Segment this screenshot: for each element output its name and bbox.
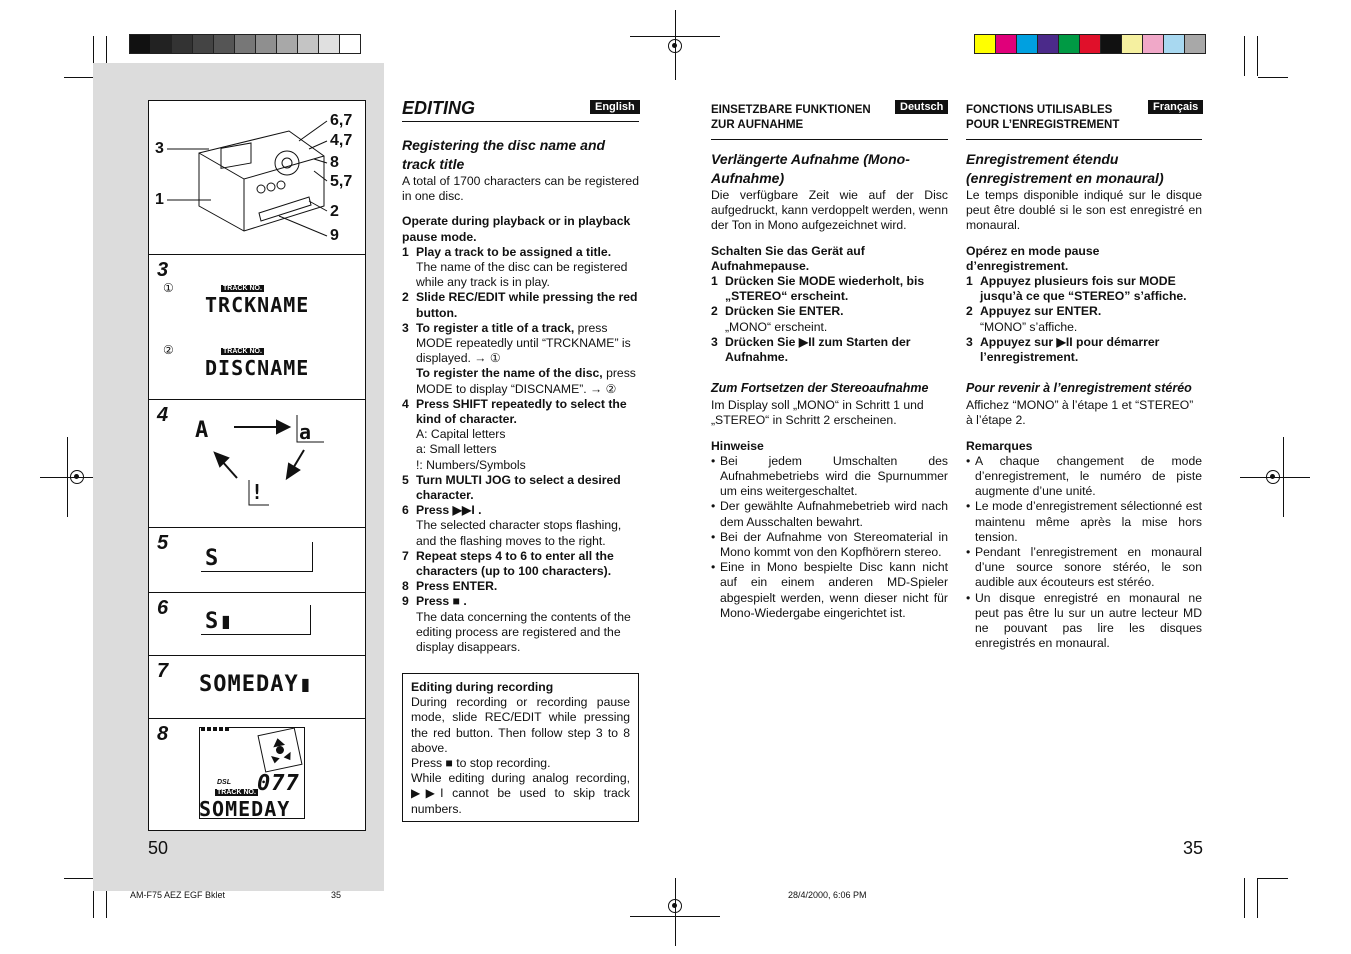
step-item: 5 Turn MULTI JOG to select a desired character. (402, 472, 621, 503)
device-figure (149, 101, 365, 255)
step-3-figure (149, 255, 365, 400)
editing-during-recording-box (402, 673, 639, 822)
callout-label: 8 (330, 154, 339, 171)
section-heading: EINSETZBARE FUNKTIONEN ZUR AUFNAHME (711, 98, 948, 140)
steps-list (711, 274, 948, 365)
disc-icon (257, 727, 302, 772)
color-swatch (234, 34, 256, 54)
callout-label: 1 (155, 191, 164, 208)
color-swatch (339, 34, 361, 54)
step-number: 6 (157, 597, 169, 619)
note-item: • A chaque changement de mode d’enregistrement, le numéro de piste augmente d’une unité. (966, 454, 1202, 500)
color-swatch (318, 34, 340, 54)
footer-date: 28/4/2000, 6:06 PM (788, 890, 867, 900)
language-badge-francais: Français (1148, 100, 1203, 114)
box-text: During recording or recording pause mode, slide REC/EDIT while pressing the red button. Then follow step 3 to 8 above. (411, 695, 630, 755)
callout-label: 5,7 (330, 173, 353, 190)
language-badge-english: English (590, 100, 640, 114)
track-no-label: TRACK NO. (217, 789, 256, 796)
step-6-figure (149, 593, 365, 656)
step-item: 1 Drücken Sie MODE wiederholt, bis „STEREO“ erscheint. (711, 274, 925, 304)
color-swatch (150, 34, 172, 54)
callout-label: 4,7 (330, 132, 353, 149)
section-title: Enregistrement étendu (enregistrement en monaural) (966, 151, 1164, 186)
step-4-figure (149, 400, 365, 528)
sub-title: Pour revenir à l’enregistrement stéréo (966, 381, 1192, 396)
step-number: 5 (157, 532, 169, 554)
lcd-entry: S▮ (205, 609, 234, 634)
color-swatch (995, 34, 1017, 54)
step-item: 6 Press ▶▶I . The selected character stops flashing, and the flashing moves to the right. (402, 503, 622, 548)
operate-text: Opérez en mode pause d’enregistrement. (966, 243, 1100, 273)
notes-list (966, 454, 1202, 652)
callout-label: 2 (330, 203, 339, 220)
crop-mark (1258, 77, 1288, 78)
sub-text: Affichez “MONO” à l’étape 1 et “STEREO” à l’étape 2. (966, 398, 1194, 428)
step-item: 1 Play a track to be assigned a title. The name of the disc can be registered while any track is in play. (402, 244, 628, 290)
figure-column (148, 100, 366, 831)
step-8-figure (149, 719, 365, 832)
section-heading: EDITING (402, 98, 476, 118)
english-column (402, 98, 639, 655)
crop-mark (1258, 878, 1288, 879)
color-swatch (974, 34, 996, 54)
intro-text: A total of 1700 characters can be registered in one disc. (402, 174, 639, 204)
note-item: • Eine in Mono bespielte Disc kann nicht auf ein einem anderen MD-Spieler abgespielt werden, wenn dieser nicht für Mono-Wiedergabe eingerichtet ist. (711, 560, 948, 621)
notes-title: Remarques (966, 438, 1033, 453)
callout-label: 3 (155, 140, 164, 157)
lcd-char-lower: a (299, 420, 313, 444)
crop-mark (64, 878, 94, 879)
francais-column (966, 98, 1202, 651)
step-item: 2 Appuyez sur ENTER. “MONO” s’affiche. (966, 304, 1102, 334)
step-item: 7 Repeat steps 4 to 6 to enter all the characters (up to 100 characters). (402, 548, 614, 579)
intro-text: Die verfügbare Zeit wie auf der Disc aufgedruckt, kann verdoppelt werden, wenn der Ton in Mono aufgezeichnet wird. (711, 188, 948, 233)
section-title: Verlängerte Aufnahme (Mono-Aufnahme) (711, 151, 910, 186)
notes-title: Hinweise (711, 438, 764, 453)
lcd-char-upper: A (195, 418, 210, 443)
cycle-arrows (149, 400, 365, 528)
color-swatch (1184, 34, 1206, 54)
crop-mark (1244, 36, 1245, 76)
color-registration-bar (975, 34, 1206, 54)
crop-mark (1283, 437, 1284, 517)
step-item: To register the name of the disc, press MODE to display “DISCNAME”. → ② (416, 366, 636, 396)
lcd-entry: SOMEDAY▮ (199, 672, 313, 697)
box-title: Editing during recording (411, 680, 554, 694)
crop-mark (67, 437, 68, 517)
crop-mark (64, 77, 94, 78)
crop-mark (1257, 878, 1258, 918)
registration-target (668, 899, 682, 913)
step-item: 8 Press ENTER. (402, 579, 498, 594)
lcd-entry: S (205, 546, 220, 571)
operate-text: Schalten Sie das Gerät auf Aufnahmepause. (711, 243, 865, 273)
crop-mark (1257, 36, 1258, 76)
color-swatch (1079, 34, 1101, 54)
step-7-figure (149, 656, 365, 719)
note-item: • Bei der Aufnahme von Stereomaterial in Mono kommt von den Kopfhörern stereo. (711, 530, 948, 560)
box-text: While editing during analog recording, ▶▶I cannot be used to skip track numbers. (411, 771, 630, 816)
dsl-label: DSL (217, 779, 231, 786)
registration-target (1266, 470, 1280, 484)
sub-text: Im Display soll „MONO“ in Schritt 1 und „STEREO“ in Schritt 2 erscheinen. (711, 398, 924, 428)
color-swatch (1100, 34, 1122, 54)
step-item: 3 To register a title of a track, press MODE repeatedly until “TRCKNAME” is displayed. → ① (402, 320, 631, 366)
color-swatch (129, 34, 151, 54)
registration-target (668, 39, 682, 53)
notes-list (711, 454, 948, 621)
registration-target (70, 470, 84, 484)
section-heading: FONCTIONS UTILISABLES POUR L’ENREGISTREMENT (966, 98, 1202, 140)
note-item: • Bei jedem Umschalten des Aufnahmebetriebs wird die Spurnummer um eins weitergeschaltet. (711, 454, 948, 500)
lcd-title: SOMEDAY (199, 797, 291, 821)
step-number: 3 (157, 259, 169, 281)
sub-title: Zum Fortsetzen der Stereoaufnahme (711, 381, 929, 396)
note-item: • Un disque enregistré en monaural ne peut pas être lu sur un autre lecteur MD ne pouvant pas lire les disques enregistrés en monaural. (966, 591, 1202, 652)
lcd-discname: DISCNAME (205, 356, 310, 380)
box-text: Press ■ to stop recording. (411, 756, 551, 771)
step-5-figure (149, 528, 365, 593)
step-number: 8 (157, 723, 169, 745)
step-item: 4 Press SHIFT repeatedly to select the kind of character. (402, 396, 627, 427)
grayscale-registration-bar (130, 34, 361, 54)
step-item: 1 Appuyez plusieurs fois sur MODE jusqu’à ce que “STEREO” s’affiche. (966, 274, 1187, 304)
deutsch-column (711, 98, 948, 621)
md-disc-icon (259, 729, 302, 772)
step-item: 3 Appuyez sur ▶II pour démarrer l’enregistrement. (966, 334, 1160, 365)
level-bars (201, 727, 229, 731)
steps-list (402, 245, 639, 655)
marker-1: ① (163, 281, 174, 295)
operate-text: Operate during playback or in playback pause mode. (402, 214, 631, 244)
color-swatch (255, 34, 277, 54)
step-item: A: Capital letters (416, 427, 506, 442)
note-item: • Pendant l’enregistrement en monaural d’une source sonore stéréo, le son audible aux écouteurs est stéréo. (966, 545, 1202, 591)
steps-list (966, 274, 1202, 365)
color-swatch (1142, 34, 1164, 54)
intro-text: Le temps disponible indiqué sur le disque peut être doublé si le son est enregistré en monaural. (966, 188, 1202, 233)
color-swatch (276, 34, 298, 54)
color-swatch (1163, 34, 1185, 54)
page-number-right: 35 (1183, 838, 1204, 858)
lcd-track-number: 077 (257, 771, 300, 796)
track-no-label: TRACK NO. (223, 285, 262, 292)
step-item: 9 Press ■ . The data concerning the contents of the editing process are registered and the display disappears. (402, 594, 631, 655)
track-no-label: TRACK NO. (223, 348, 262, 355)
crop-mark (630, 916, 720, 917)
lcd-trckname: TRCKNAME (205, 293, 310, 317)
note-item: • Le mode d’enregistrement sélectionné est maintenu même après la mise hors tension. (966, 499, 1202, 545)
step-number: 7 (157, 660, 169, 682)
lcd-char-symbol: ! (251, 480, 265, 504)
crop-mark (1244, 878, 1245, 918)
footer-filename: AM-F75 AEZ EGF Bklet (130, 890, 226, 900)
crop-mark (630, 36, 720, 37)
color-swatch (192, 34, 214, 54)
callout-label: 6,7 (330, 112, 353, 129)
step-number: 4 (157, 404, 169, 426)
step-item: !: Numbers/Symbols (416, 457, 526, 472)
marker-2: ② (163, 343, 174, 357)
step-item: a: Small letters (416, 442, 497, 457)
footer-page: 35 (331, 890, 342, 900)
page-number-left: 50 (148, 838, 169, 858)
section-title: Registering the disc name and track title (402, 137, 606, 172)
color-swatch (1121, 34, 1143, 54)
note-item: • Der gewählte Aufnahmebetrieb wird nach dem Ausschalten bewahrt. (711, 499, 948, 529)
step-item: 3 Drücken Sie ▶II zum Starten der Aufnahme. (711, 334, 911, 365)
language-badge-deutsch: Deutsch (895, 100, 948, 114)
color-swatch (1016, 34, 1038, 54)
step-item: 2 Slide REC/EDIT while pressing the red button. (402, 290, 638, 320)
callout-label: 9 (330, 227, 339, 244)
color-swatch (1058, 34, 1080, 54)
color-swatch (1037, 34, 1059, 54)
step-item: 2 Drücken Sie ENTER. „MONO“ erscheint. (711, 304, 844, 334)
color-swatch (213, 34, 235, 54)
color-swatch (297, 34, 319, 54)
color-swatch (171, 34, 193, 54)
